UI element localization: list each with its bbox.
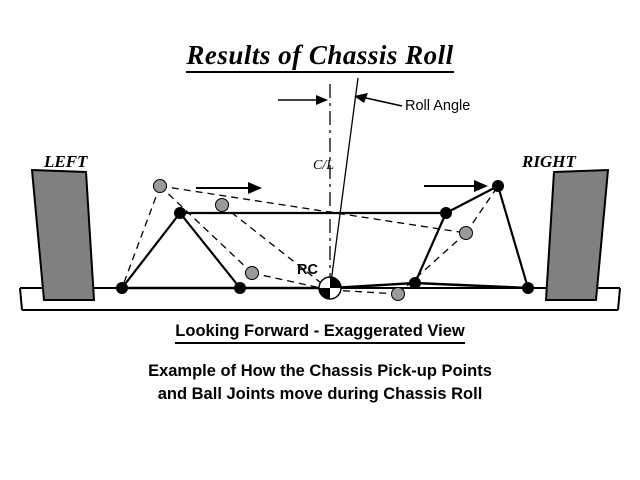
label-center-line: C/L	[313, 158, 335, 173]
roll-angle-arrow-left	[278, 95, 328, 105]
moved-upper-left-node	[154, 180, 167, 193]
roll-center-marker	[319, 277, 341, 299]
tire-right	[546, 170, 608, 300]
moved-lower-left-node	[246, 267, 259, 280]
upper-chassis-pickup-node	[440, 207, 452, 219]
upper-ball-joint-right-node	[492, 180, 504, 192]
label-roll-center: RC	[297, 262, 318, 278]
static-upper-arm-right	[446, 186, 498, 213]
label-left: LEFT	[44, 152, 88, 171]
tire-left	[32, 170, 94, 300]
static-diagonal-left	[180, 213, 240, 288]
rolled-lower-link-left	[160, 186, 252, 273]
rolled-upper-arm-left	[160, 186, 466, 233]
lower-ball-joint-left-node	[234, 282, 246, 294]
caption-secondary-line2: and Ball Joints move during Chassis Roll	[157, 385, 483, 403]
lower-chassis-pickup-node	[409, 277, 421, 289]
right-motion-arrow	[424, 180, 488, 192]
static-diagonal-right	[415, 213, 446, 283]
caption-secondary-line1: Example of How the Chassis Pick-up Points	[148, 362, 492, 380]
page-title	[0, 40, 640, 71]
label-right: RIGHT	[522, 152, 576, 171]
moved-upper-mid-left-node	[216, 199, 229, 212]
caption-secondary	[0, 360, 640, 406]
rolled-upper-arm-right	[466, 186, 498, 233]
caption-primary-text: Looking Forward - Exaggerated View	[175, 322, 464, 344]
moved-upper-right-node	[460, 227, 473, 240]
rolled-upper-link-right	[498, 186, 528, 288]
rolled-center-line	[330, 78, 358, 290]
caption-primary	[0, 322, 640, 341]
label-roll-angle: Roll Angle	[405, 98, 471, 114]
inner-track-left-node	[116, 282, 128, 294]
moved-lower-right-node	[392, 288, 405, 301]
inner-track-right-node	[522, 282, 534, 294]
static-upper-link-left	[122, 213, 180, 288]
left-motion-arrow	[196, 182, 262, 194]
upper-ball-joint-left-node	[174, 207, 186, 219]
rolled-upper-link-left	[122, 186, 160, 288]
page-title-text: Results of Chassis Roll	[186, 40, 453, 73]
roll-angle-arrow-right	[354, 93, 402, 106]
